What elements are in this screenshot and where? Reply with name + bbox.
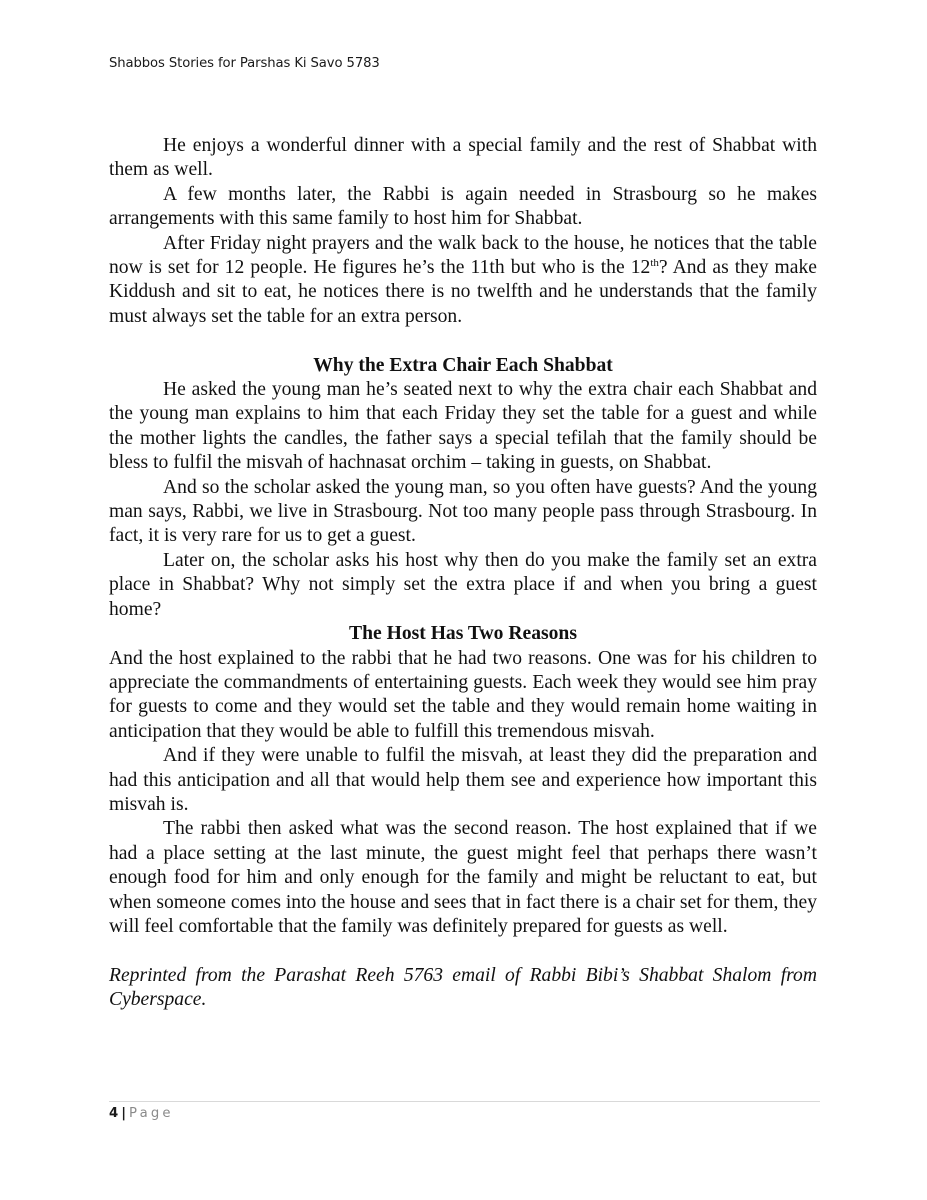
paragraph: A few months later, the Rabbi is again needed in Strasbourg so he makes arrangements with this same family to host him for Shabbat. xyxy=(109,183,817,230)
paragraph: And the host explained to the rabbi that he had two reasons. One was for his children to appreciate the commandments of entertaining guests. Each week they would see him pray for guests to come and they would set the table and they would remain home waiting in anticipation that they would be able to fulfill this tremendous misvah. xyxy=(109,647,817,742)
footer-divider xyxy=(109,1101,820,1102)
footer-separator: | xyxy=(121,1106,127,1121)
section-heading: The Host Has Two Reasons xyxy=(349,623,577,645)
paragraph: And so the scholar asked the young man, so you often have guests? And the young man says, Rabbi, we live in Strasbourg. Not too many people pass through Strasbourg. In fact, it is very rare for us to get a guest. xyxy=(109,476,817,547)
page-number: 4 xyxy=(109,1106,119,1121)
paragraph: He asked the young man he’s seated next to why the extra chair each Shabbat and the young man explains to him that each Friday they set the table for a guest and while the mother lights the candles, the father says a special tefilah that the family should be bless to fulfil the misvah of hachnasat orchim – taking in guests, on Shabbat. xyxy=(109,379,817,474)
paragraph-text: ? And as they make Kiddush and sit to eat, he notices there is no twelfth and he understands that the family must always set the table for an extra person. xyxy=(109,257,817,327)
page-footer xyxy=(109,1106,174,1121)
page-label: Page xyxy=(129,1106,174,1121)
paragraph: And if they were unable to fulfil the misvah, at least they did the preparation and had this anticipation and all that would help them see and experience how important this misvah is. xyxy=(109,745,817,815)
source-credit: Reprinted from the Parashat Reeh 5763 email of Rabbi Bibi’s Shabbat Shalom from Cyberspace. xyxy=(109,964,817,1011)
paragraph: The rabbi then asked what was the second reason. The host explained that if we had a place setting at the last minute, the guest might feel that perhaps there wasn’t enough food for him and only enough for the family and might be reluctant to eat, but when someone comes into the house and sees that in fact there is a chair set for them, they will feel comfortable that the family was definitely prepared for guests as well. xyxy=(109,818,817,937)
spacer xyxy=(109,329,817,353)
paragraph xyxy=(109,232,817,330)
article-body xyxy=(109,134,817,1013)
paragraph: Later on, the scholar asks his host why then do you make the family set an extra place in Shabbat? Why not simply set the extra place if and when you bring a guest home? xyxy=(109,549,817,620)
spacer xyxy=(109,939,817,963)
running-header: Shabbos Stories for Parshas Ki Savo 5783 xyxy=(109,56,380,71)
superscript: th xyxy=(650,257,659,270)
section-heading: Why the Extra Chair Each Shabbat xyxy=(313,354,613,376)
paragraph-text: After Friday night prayers and the walk back to the house, he notices that the table now is set for 12 people. He figures he’s the 11th but who is the 12 xyxy=(109,232,817,279)
paragraph: He enjoys a wonderful dinner with a special family and the rest of Shabbat with them as well. xyxy=(109,135,817,181)
